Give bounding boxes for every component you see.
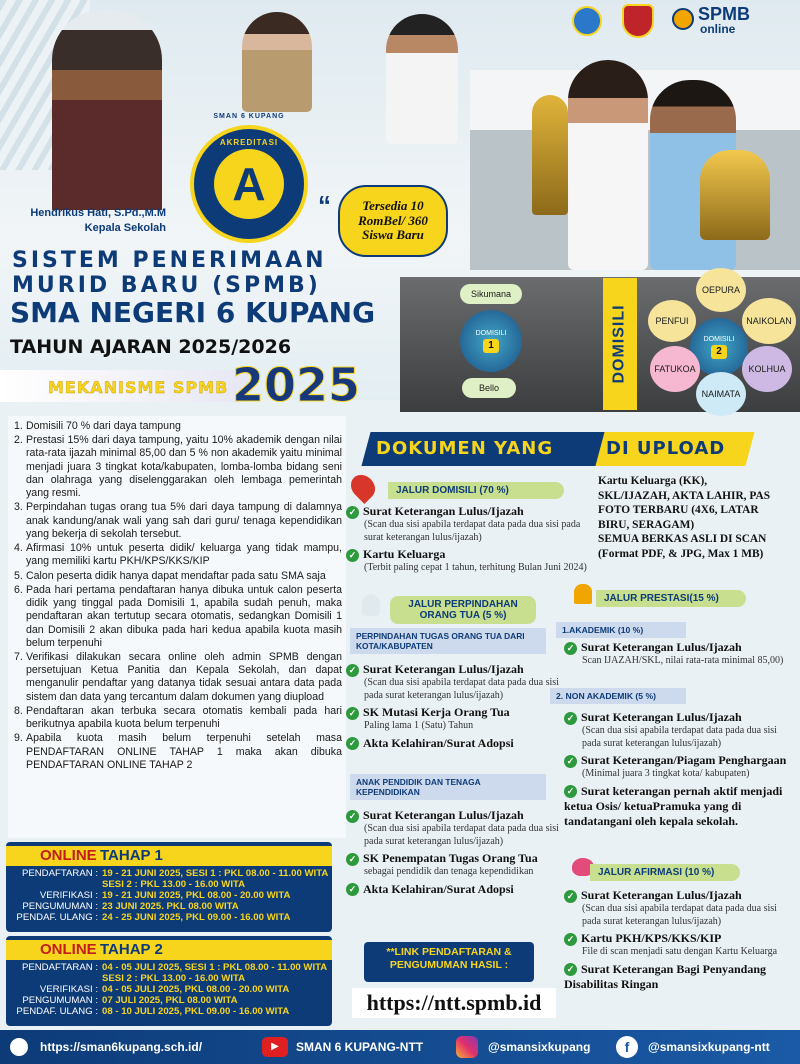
schedule-row <box>6 912 332 923</box>
check-icon: ✓ <box>346 707 359 720</box>
tahap1-title-a: ONLINE <box>40 847 97 864</box>
check-icon: ✓ <box>346 810 359 823</box>
spmb-logo-icon <box>672 8 694 30</box>
document-note: sebagai pendidik dan tenaga kependidikan <box>364 866 534 877</box>
document-title-text: Surat Keterangan Lulus/Ijazah <box>581 888 742 902</box>
rule-text: Perpindahan tugas orang tua 5% dari daya tampung di dalamnya anak kandung/anak wali yang sah dari guru/ tenaga kependidikan yang bekerja di sekolah tersebut. <box>26 501 342 540</box>
rule-number: 2. <box>14 434 23 447</box>
tahap2-panel <box>6 936 332 1026</box>
document-title <box>346 736 564 751</box>
footer-facebook[interactable]: @smansixkupang-ntt <box>648 1040 770 1054</box>
schedule-label: PENDAF. ULANG : <box>16 1006 98 1018</box>
document-title <box>346 705 564 720</box>
document-item <box>564 962 798 992</box>
document-title <box>564 710 798 725</box>
area-bello: Bello <box>462 378 516 398</box>
area-fatukoa: FATUKOA <box>650 346 700 392</box>
document-item <box>564 753 798 781</box>
link-box-text: **LINK PENDAFTARAN & PENGUMUMAN HASIL : <box>386 946 512 972</box>
document-title-text: Kartu PKH/KPS/KKS/KIP <box>581 931 722 945</box>
document-item <box>564 784 798 829</box>
footer-website[interactable]: https://sman6kupang.sch.id/ <box>40 1040 203 1054</box>
rule-text: Afirmasi 10% untuk peserta didik/ keluarga yang tidak mampu, yang memiliki kartu PKH/KPS/KKS/KIP <box>26 542 342 568</box>
rule-number: 5. <box>14 569 23 582</box>
rule-item <box>14 584 342 650</box>
document-title-text: SK Penempatan Tugas Orang Tua <box>363 851 538 865</box>
rule-number: 6. <box>14 583 23 596</box>
tahap1-schedule <box>6 868 332 923</box>
document-title-text: Surat Keterangan Bagi Penyandang Disabilitas Ringan <box>564 961 767 991</box>
school-name: SMA NEGERI 6 KUPANG <box>10 296 376 329</box>
trophy-icon <box>574 584 592 604</box>
perpindahan-sub1 <box>350 628 546 654</box>
rule-number: 4. <box>14 542 23 555</box>
rule-item <box>14 705 342 731</box>
jalur-prestasi-title: JALUR PRESTASI(15 %) <box>596 590 746 607</box>
check-icon: ✓ <box>346 549 359 562</box>
document-title-text: Kartu Keluarga <box>363 547 446 561</box>
rule-item <box>14 651 342 704</box>
jalur-afirmasi-title: JALUR AFIRMASI (10 %) <box>590 864 740 881</box>
rule-item <box>14 420 342 433</box>
footer-instagram[interactable]: @smansixkupang <box>488 1040 591 1054</box>
document-item <box>346 882 564 897</box>
schedule-label: PENDAF. ULANG : <box>16 912 98 924</box>
document-note: File di scan menjadi satu dengan Kartu Keluarga <box>582 946 778 957</box>
check-icon: ✓ <box>564 963 577 976</box>
mekanisme-label: MEKANISME SPMB <box>48 378 229 397</box>
document-note: (Scan dua sisi apabila terdapat data pada dua sisi pada surat keterangan lulus/ijazah) <box>582 725 777 749</box>
schedule-row <box>6 962 332 973</box>
quote-mark-icon: “ <box>318 190 331 220</box>
trophy-left-icon <box>532 95 568 215</box>
check-icon: ✓ <box>346 737 359 750</box>
rule-item <box>14 542 342 568</box>
check-icon: ✓ <box>346 664 359 677</box>
document-title-text: Surat Keterangan Lulus/Ijazah <box>363 808 524 822</box>
prestasi-items2 <box>564 710 798 832</box>
rule-text: Apabila kuota masih belum terpenuhi setelah masa PENDAFTARAN ONLINE TAHAP 1 maka akan dibuka PENDAFTARAN ONLINE TAHAP 2 <box>26 732 342 771</box>
area-oepura: OEPURA <box>696 268 746 312</box>
tahap2-title-a: ONLINE <box>40 941 97 958</box>
footer-youtube[interactable]: SMAN 6 KUPANG-NTT <box>296 1040 424 1054</box>
schedule-label: PENGUMUMAN : <box>22 901 98 913</box>
schedule-value: 19 - 21 JUNI 2025, SESI 1 : PKL 08.00 - 11.00 WITA <box>102 868 329 879</box>
jalur-perpindahan-title: JALUR PERPINDAHAN ORANG TUA (5 %) <box>390 596 536 624</box>
document-item <box>346 705 564 733</box>
schedule-label: VERIFIKASI : <box>39 984 98 996</box>
dokumen-title-a: DOKUMEN YANG <box>376 438 554 459</box>
check-icon: ✓ <box>564 933 577 946</box>
schedule-value: 04 - 05 JULI 2025, SESI 1 : PKL 08.00 - 11.00 WITA <box>102 962 328 973</box>
document-note: (Scan dua sisi apabila terdapat data pada dua sisi pada surat keterangan lulus/ijazah) <box>582 903 777 927</box>
rules-panel <box>8 416 346 838</box>
area-naimata: NAIMATA <box>696 372 746 416</box>
schedule-label: PENDAFTARAN : <box>21 868 98 879</box>
document-title <box>346 547 590 562</box>
big-year: 2025 <box>232 358 361 412</box>
rule-item <box>14 732 342 772</box>
rule-number: 7. <box>14 650 23 663</box>
document-note: (Scan dua sisi apabila terdapat data pada dua sisi pada surat keterangan lulus/ijazah) <box>364 677 559 701</box>
rule-number: 9. <box>14 732 23 745</box>
document-title <box>564 962 798 992</box>
registration-link[interactable]: https://ntt.spmb.id <box>352 988 556 1018</box>
zone1-circle <box>460 310 522 372</box>
document-item <box>346 736 564 751</box>
prestasi-sub1 <box>556 622 686 638</box>
location-pin-icon <box>346 470 380 504</box>
general-doc-line: SEMUA BERKAS ASLI DI SCAN <box>598 533 767 546</box>
document-item <box>346 851 564 879</box>
tahap2-title-b: TAHAP 2 <box>100 941 163 958</box>
tahap1-panel <box>6 842 332 932</box>
schedule-row <box>6 995 332 1006</box>
tahap2-schedule <box>6 962 332 1017</box>
document-title <box>346 504 590 519</box>
check-icon: ✓ <box>564 785 577 798</box>
schedule-value: 19 - 21 JUNI 2025, PKL 08.00 - 20.00 WITA <box>102 890 291 902</box>
perpindahan-items2 <box>346 808 564 900</box>
document-title-text: Surat Keterangan Lulus/Ijazah <box>363 662 524 676</box>
accreditation-school: SMAN 6 KUPANG <box>213 113 285 120</box>
accreditation-grade: A <box>214 149 284 219</box>
rule-text: Calon peserta didik hanya dapat mendaftar pada satu SMA saja <box>26 569 326 582</box>
document-title <box>346 882 564 897</box>
female-student-photo <box>568 60 648 270</box>
check-icon: ✓ <box>564 890 577 903</box>
trophy-right-icon <box>700 150 770 240</box>
accreditation-label: AKREDITASI <box>219 138 279 147</box>
schedule-value: 07 JULI 2025, PKL 08.00 WITA <box>102 995 238 1007</box>
check-icon: ✓ <box>346 883 359 896</box>
rule-text: Domisili 70 % dari daya tampung <box>26 420 181 432</box>
prestasi-sub2-text: 2. NON AKADEMIK (5 %) <box>556 691 656 701</box>
general-doc-line: (Format PDF, & JPG, Max 1 MB) <box>598 547 764 560</box>
title-line2: MURID BARU (SPMB) <box>12 273 321 298</box>
rule-text: Prestasi 15% dari daya tampung, yaitu 10% akademik dengan nilai rata-rata ijazah minimal 85,00 dan 5 % non akademik yaitu minimal menjadi juara 3 tingkat kota/kabupaten, lomba-lomba bidang seni dan olahraga yang diselenggarakan oleh lembaga pemerintah yang resmi. <box>26 434 342 500</box>
schedule-row <box>6 868 332 879</box>
document-title-text: Surat Keterangan Lulus/Ijazah <box>581 710 742 724</box>
schedule-label: PENGUMUMAN : <box>22 995 98 1007</box>
globe-icon <box>8 1036 30 1058</box>
document-item <box>346 547 590 575</box>
principal-photo <box>52 10 162 210</box>
schedule-value: SESI 2 : PKL 13.00 - 16.00 WITA <box>102 879 246 891</box>
document-title <box>346 662 564 677</box>
jalur-domisili-items <box>346 504 590 578</box>
facebook-icon: f <box>616 1036 638 1058</box>
document-note: Scan IJAZAH/SKL, nilai rata-rata minimal 85,00) <box>582 655 784 666</box>
document-title <box>346 851 564 866</box>
general-doc-line: FOTO TERBARU (4X6, LATAR <box>598 504 759 517</box>
zone2-word: DOMISILI <box>703 335 735 343</box>
rule-number: 8. <box>14 704 23 717</box>
principal-name: Hendrikus Hati, S.Pd.,M.M <box>30 207 166 219</box>
schedule-value: 08 - 10 JULI 2025, PKL 09.00 - 16.00 WITA <box>102 1006 290 1018</box>
document-title-text: Akta Kelahiran/Surat Adopsi <box>363 735 514 750</box>
rule-text: Verifikasi dilakukan secara online oleh admin SPMB dengan persetujuan Ketua Panitia dan Kepala Sekolah, dan dapat menganulir pendaftar yang datanya tidak sesuai antara data pada sistem dan data yang tercantum dalam dokumen yang diupload <box>26 650 342 703</box>
domisili-vertical-text: DOMISILI <box>611 304 629 384</box>
afirmasi-items <box>564 888 798 995</box>
document-item <box>346 504 590 544</box>
rule-text: Pada hari pertama pendaftaran hanya dibuka untuk calon peserta didik yang tinggal pada Domisili 1, apabila sudah penuh, maka pendaftaran akan tertutup secara otomatis, sedangkan Domisili 1 dan Domisili 2 akan dibuka pada hari kedua apabila kuota masih belum terpenuhi <box>26 583 342 649</box>
tut-wuri-logo-icon <box>572 6 602 36</box>
tahap1-title-b: TAHAP 1 <box>100 847 163 864</box>
document-note: (Scan dua sisi apabila terdapat data pada dua sisi pada surat keterangan lulus/ijazah) <box>364 519 581 543</box>
check-icon: ✓ <box>564 712 577 725</box>
check-icon: ✓ <box>346 506 359 519</box>
check-icon: ✓ <box>346 853 359 866</box>
document-note: (Terbit paling cepat 1 tahun, terhitung Bulan Juni 2024) <box>364 562 587 573</box>
document-title-text: Surat Keterangan Lulus/Ijazah <box>363 504 524 518</box>
schedule-row <box>6 890 332 901</box>
perpindahan-sub2 <box>350 774 546 800</box>
document-item <box>346 662 564 702</box>
schedule-value: 04 - 05 JULI 2025, PKL 08.00 - 20.00 WITA <box>102 984 290 996</box>
document-title-text: Surat Keterangan/Piagam Penghargaan <box>581 753 787 767</box>
schedule-value: 24 - 25 JUNI 2025, PKL 09.00 - 16.00 WITA <box>102 912 291 924</box>
rule-item <box>14 434 342 500</box>
general-doc-line: Kartu Keluarga (KK), <box>598 475 708 487</box>
area-naikolan: NAIKOLAN <box>742 298 796 344</box>
document-title <box>564 931 798 946</box>
rule-text: Pendaftaran akan terbuka secara otomatis kembali pada hari berikutnya apabila kuota belum terpenuhi <box>26 704 342 731</box>
schedule-label: PENDAFTARAN : <box>21 962 98 973</box>
document-title <box>564 753 798 768</box>
check-icon: ✓ <box>564 755 577 768</box>
youtube-icon: ▶ <box>262 1037 288 1057</box>
spmb-logo-sub: online <box>700 22 736 36</box>
capacity-quote-text: Tersedia 10 RomBel/ 360 Siswa Baru <box>358 197 428 243</box>
prestasi-items1 <box>564 640 798 671</box>
document-note: Paling lama 1 (Satu) Tahun <box>364 720 474 731</box>
rules-list <box>8 416 346 772</box>
schedule-row <box>6 1006 332 1017</box>
school-crest-logo-icon <box>622 4 654 38</box>
rule-item <box>14 501 342 541</box>
document-note: (Minimal juara 3 tingkat kota/ kabupaten) <box>582 768 750 779</box>
document-note: (Scan dua sisi apabila terdapat data pada dua sisi pada surat keterangan lulus/ijazah) <box>364 823 559 847</box>
area-sikumana: Sikumana <box>460 284 522 304</box>
general-docs-list <box>598 474 798 562</box>
principal-role: Kepala Sekolah <box>84 222 166 234</box>
schedule-row <box>6 901 332 912</box>
perpindahan-sub2-text: ANAK PENDIDIK DAN TENAGA KEPENDIDIKAN <box>356 777 481 797</box>
document-title-text: Surat keterangan pernah aktif menjadi ketua Osis/ ketuaPramuka yang di tandatangani oleh kepala sekolah. <box>564 783 783 828</box>
document-title-text: Surat Keterangan Lulus/Ijazah <box>581 640 742 654</box>
prestasi-sub1-text: 1.AKADEMIK (10 %) <box>562 625 644 635</box>
perpindahan-items1 <box>346 662 564 754</box>
document-item <box>346 808 564 848</box>
paskibra-student-photo <box>386 14 458 144</box>
document-item <box>564 888 798 928</box>
document-title <box>564 888 798 903</box>
document-title-text: Akta Kelahiran/Surat Adopsi <box>363 881 514 896</box>
document-item <box>564 710 798 750</box>
check-icon: ✓ <box>564 642 577 655</box>
scout-student-photo <box>242 12 312 112</box>
rule-item <box>14 570 342 583</box>
academic-year: TAHUN AJARAN 2025/2026 <box>10 336 292 358</box>
person-walk-icon <box>362 594 380 616</box>
general-doc-line: BIRU, SERAGAM) <box>598 518 695 531</box>
area-penfui: PENFUI <box>648 300 696 342</box>
document-title <box>564 784 798 829</box>
document-title <box>564 640 798 655</box>
area-kolhua: KOLHUA <box>742 346 792 392</box>
link-box <box>364 942 534 982</box>
zone2-number: 2 <box>711 345 727 359</box>
zone1-number: 1 <box>483 339 499 353</box>
general-doc-line: SKL/IJAZAH, AKTA LAHIR, PAS <box>598 489 771 502</box>
spmb-logo-text: SPMB <box>698 4 751 24</box>
schedule-label: VERIFIKASI : <box>39 890 98 902</box>
document-title-text: SK Mutasi Kerja Orang Tua <box>363 705 510 719</box>
jalur-domisili-title: JALUR DOMISILI (70 %) <box>388 482 564 499</box>
dokumen-title-b: DI UPLOAD <box>606 438 726 459</box>
schedule-row <box>6 973 332 984</box>
document-item <box>564 640 798 668</box>
schedule-row <box>6 984 332 995</box>
document-item <box>564 931 798 959</box>
instagram-icon <box>456 1036 478 1058</box>
document-title <box>346 808 564 823</box>
rule-number: 1. <box>14 420 23 432</box>
schedule-value: SESI 2 : PKL 13.00 - 16.00 WITA <box>102 973 246 985</box>
domisili-vertical-label <box>603 278 637 410</box>
title-line1: SISTEM PENERIMAAN <box>12 248 327 273</box>
prestasi-sub2 <box>550 688 686 704</box>
schedule-value: 23 JUNI 2025. PKL 08.00 WITA <box>102 901 239 913</box>
schedule-row <box>6 879 332 890</box>
capacity-quote <box>338 185 448 257</box>
perpindahan-sub1-text: PERPINDAHAN TUGAS ORANG TUA DARI KOTA/KABUPATEN <box>356 631 525 651</box>
zone1-word: DOMISILI <box>475 329 507 337</box>
rule-number: 3. <box>14 501 23 514</box>
